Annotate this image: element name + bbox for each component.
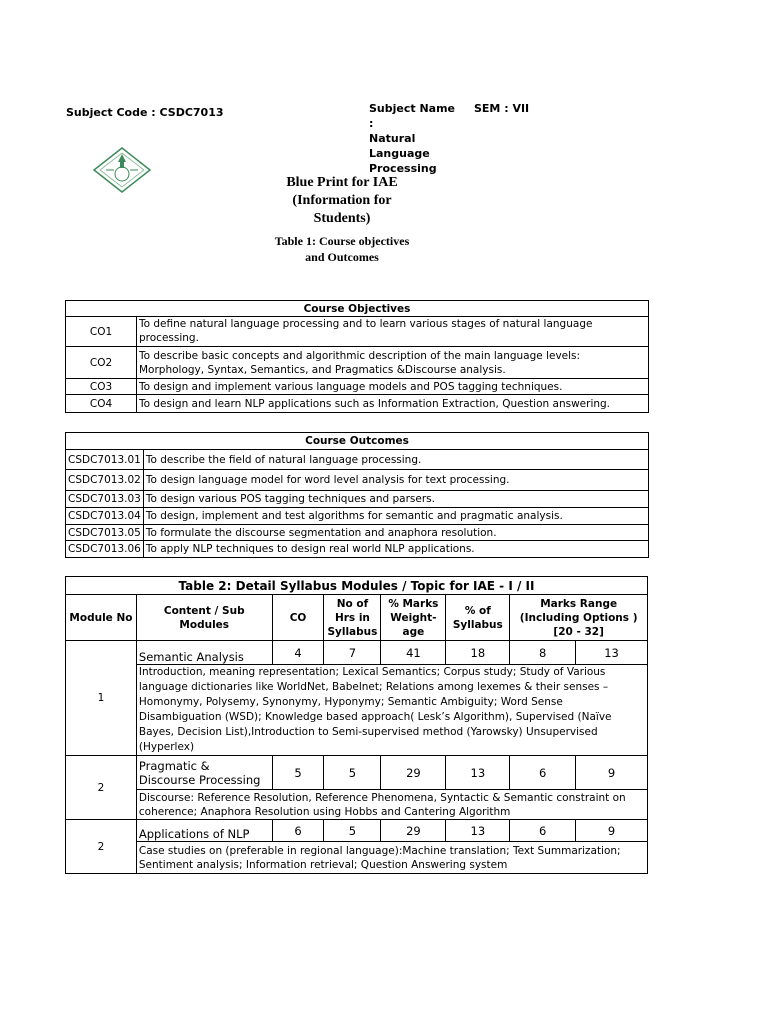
module-marks: 29 <box>381 756 446 790</box>
table-row <box>66 470 649 491</box>
header-content: Content / Sub Modules <box>136 595 272 641</box>
module-hrs: 5 <box>324 820 381 842</box>
module-co: 5 <box>272 756 324 790</box>
table-row <box>66 820 648 842</box>
subject-code: Subject Code : CSDC7013 <box>66 106 224 119</box>
module-description: Discourse: Reference Resolution, Reference Phenomena, Syntactic & Semantic constraint on coherence; Anaphora Resolution using Hobbs and Cantering Algorithm <box>136 790 647 820</box>
outcome-code: CSDC7013.03 <box>66 491 144 508</box>
outcome-text: To design language model for word level analysis for text processing. <box>143 470 648 491</box>
header-marks: % Marks Weight-age <box>381 595 446 641</box>
module-description: Introduction, meaning representation; Lexical Semantics; Corpus study; Study of Various language dictionaries like WorldNet, Babelnet; Relations among lexemes & their senses –Homonymy, Polysemy, Synonymy, Hyponymy; Semantic Ambiguity; Word Sense Disambiguation (WSD); Knowledge based approach( Lesk’s Algorithm), Supervised (Naïve Bayes, Decision List),Introduction to Semi-supervised method (Yarowsky) Unsupervised (Hyperlex) <box>136 665 647 756</box>
objective-text: To describe basic concepts and algorithmic description of the main language levels: Morphology, Syntax, Semantics, and Pragmatics &Discourse analysis. <box>137 347 649 379</box>
title-line: Students) <box>313 211 371 226</box>
outcome-code: CSDC7013.06 <box>66 541 144 558</box>
module-co: 6 <box>272 820 324 842</box>
outcome-text: To design various POS tagging techniques and parsers. <box>143 491 648 508</box>
module-pct: 13 <box>446 820 510 842</box>
objective-code: CO4 <box>66 395 137 413</box>
module-co: 4 <box>272 641 324 665</box>
objectives-heading: Course Objectives <box>66 301 649 317</box>
table-row <box>66 317 649 347</box>
outcome-code: CSDC7013.02 <box>66 470 144 491</box>
outcomes-heading: Course Outcomes <box>66 433 649 450</box>
outcome-code: CSDC7013.04 <box>66 508 144 525</box>
syllabus-table <box>65 576 648 874</box>
objective-text: To design and learn NLP applications such as Information Extraction, Question answering. <box>137 395 649 413</box>
module-no: 1 <box>66 641 137 756</box>
table-row <box>66 379 649 395</box>
page-title <box>222 174 462 228</box>
header-row <box>66 595 648 641</box>
header-pct: % of Syllabus <box>446 595 510 641</box>
table-row <box>66 491 649 508</box>
semester: SEM : VII <box>474 102 530 115</box>
outcome-code: CSDC7013.05 <box>66 525 144 541</box>
objective-code: CO3 <box>66 379 137 395</box>
table-row <box>66 541 649 558</box>
college-logo-icon <box>92 146 152 194</box>
module-marks: 29 <box>381 820 446 842</box>
module-pct: 18 <box>446 641 510 665</box>
module-name: Semantic Analysis <box>136 641 272 665</box>
module-marks: 41 <box>381 641 446 665</box>
subject-name-line: Language <box>369 147 430 160</box>
module-description: Case studies on (preferable in regional language):Machine translation; Text Summarization; Sentiment analysis; Information retrieval; Question Answering system <box>136 842 647 874</box>
module-hrs: 7 <box>324 641 381 665</box>
header-hrs: No of Hrs in Syllabus <box>324 595 381 641</box>
module-range-min: 8 <box>510 641 576 665</box>
header-module: Module No <box>66 595 137 641</box>
syllabus-title: Table 2: Detail Syllabus Modules / Topic for IAE - I / II <box>66 577 648 595</box>
table-row <box>66 450 649 470</box>
subject-name-line: Processing <box>369 162 437 175</box>
table-row <box>66 790 648 820</box>
module-range-max: 13 <box>576 641 648 665</box>
header-co: CO <box>272 595 324 641</box>
module-range-max: 9 <box>576 820 648 842</box>
table-row <box>66 641 648 665</box>
table-row <box>66 347 649 379</box>
subject-name-line: Subject Name : <box>369 102 456 130</box>
outcome-text: To describe the field of natural language processing. <box>143 450 648 470</box>
table-row <box>66 508 649 525</box>
module-hrs: 5 <box>324 756 381 790</box>
outcome-text: To formulate the discourse segmentation and anaphora resolution. <box>143 525 648 541</box>
table-row <box>66 842 648 874</box>
module-range-min: 6 <box>510 820 576 842</box>
table-row <box>66 756 648 790</box>
objective-text: To design and implement various language models and POS tagging techniques. <box>137 379 649 395</box>
module-range-max: 9 <box>576 756 648 790</box>
module-name: Applications of NLP <box>136 820 272 842</box>
module-range-min: 6 <box>510 756 576 790</box>
outcome-code: CSDC7013.01 <box>66 450 144 470</box>
objective-code: CO2 <box>66 347 137 379</box>
header-range: Marks Range (Including Options ) [20 - 32] <box>510 595 648 641</box>
outcome-text: To apply NLP techniques to design real world NLP applications. <box>143 541 648 558</box>
subject-name <box>369 101 459 176</box>
outcomes-table <box>65 432 649 558</box>
title-line: Blue Print for IAE <box>286 175 398 190</box>
title-line: (Information for <box>292 193 392 208</box>
objective-text: To define natural language processing and to learn various stages of natural language processing. <box>137 317 649 347</box>
objective-code: CO1 <box>66 317 137 347</box>
module-no: 2 <box>66 756 137 820</box>
objectives-table <box>65 300 649 413</box>
subject-name-line: Natural <box>369 132 416 145</box>
table1-caption <box>222 233 462 265</box>
module-pct: 13 <box>446 756 510 790</box>
caption-line: Table 1: Course objectives <box>274 234 410 248</box>
module-name: Pragmatic & Discourse Processing <box>136 756 272 790</box>
table-row <box>66 665 648 756</box>
table-row <box>66 395 649 413</box>
module-no: 2 <box>66 820 137 874</box>
caption-line: and Outcomes <box>305 250 379 264</box>
table-row <box>66 525 649 541</box>
outcome-text: To design, implement and test algorithms for semantic and pragmatic analysis. <box>143 508 648 525</box>
